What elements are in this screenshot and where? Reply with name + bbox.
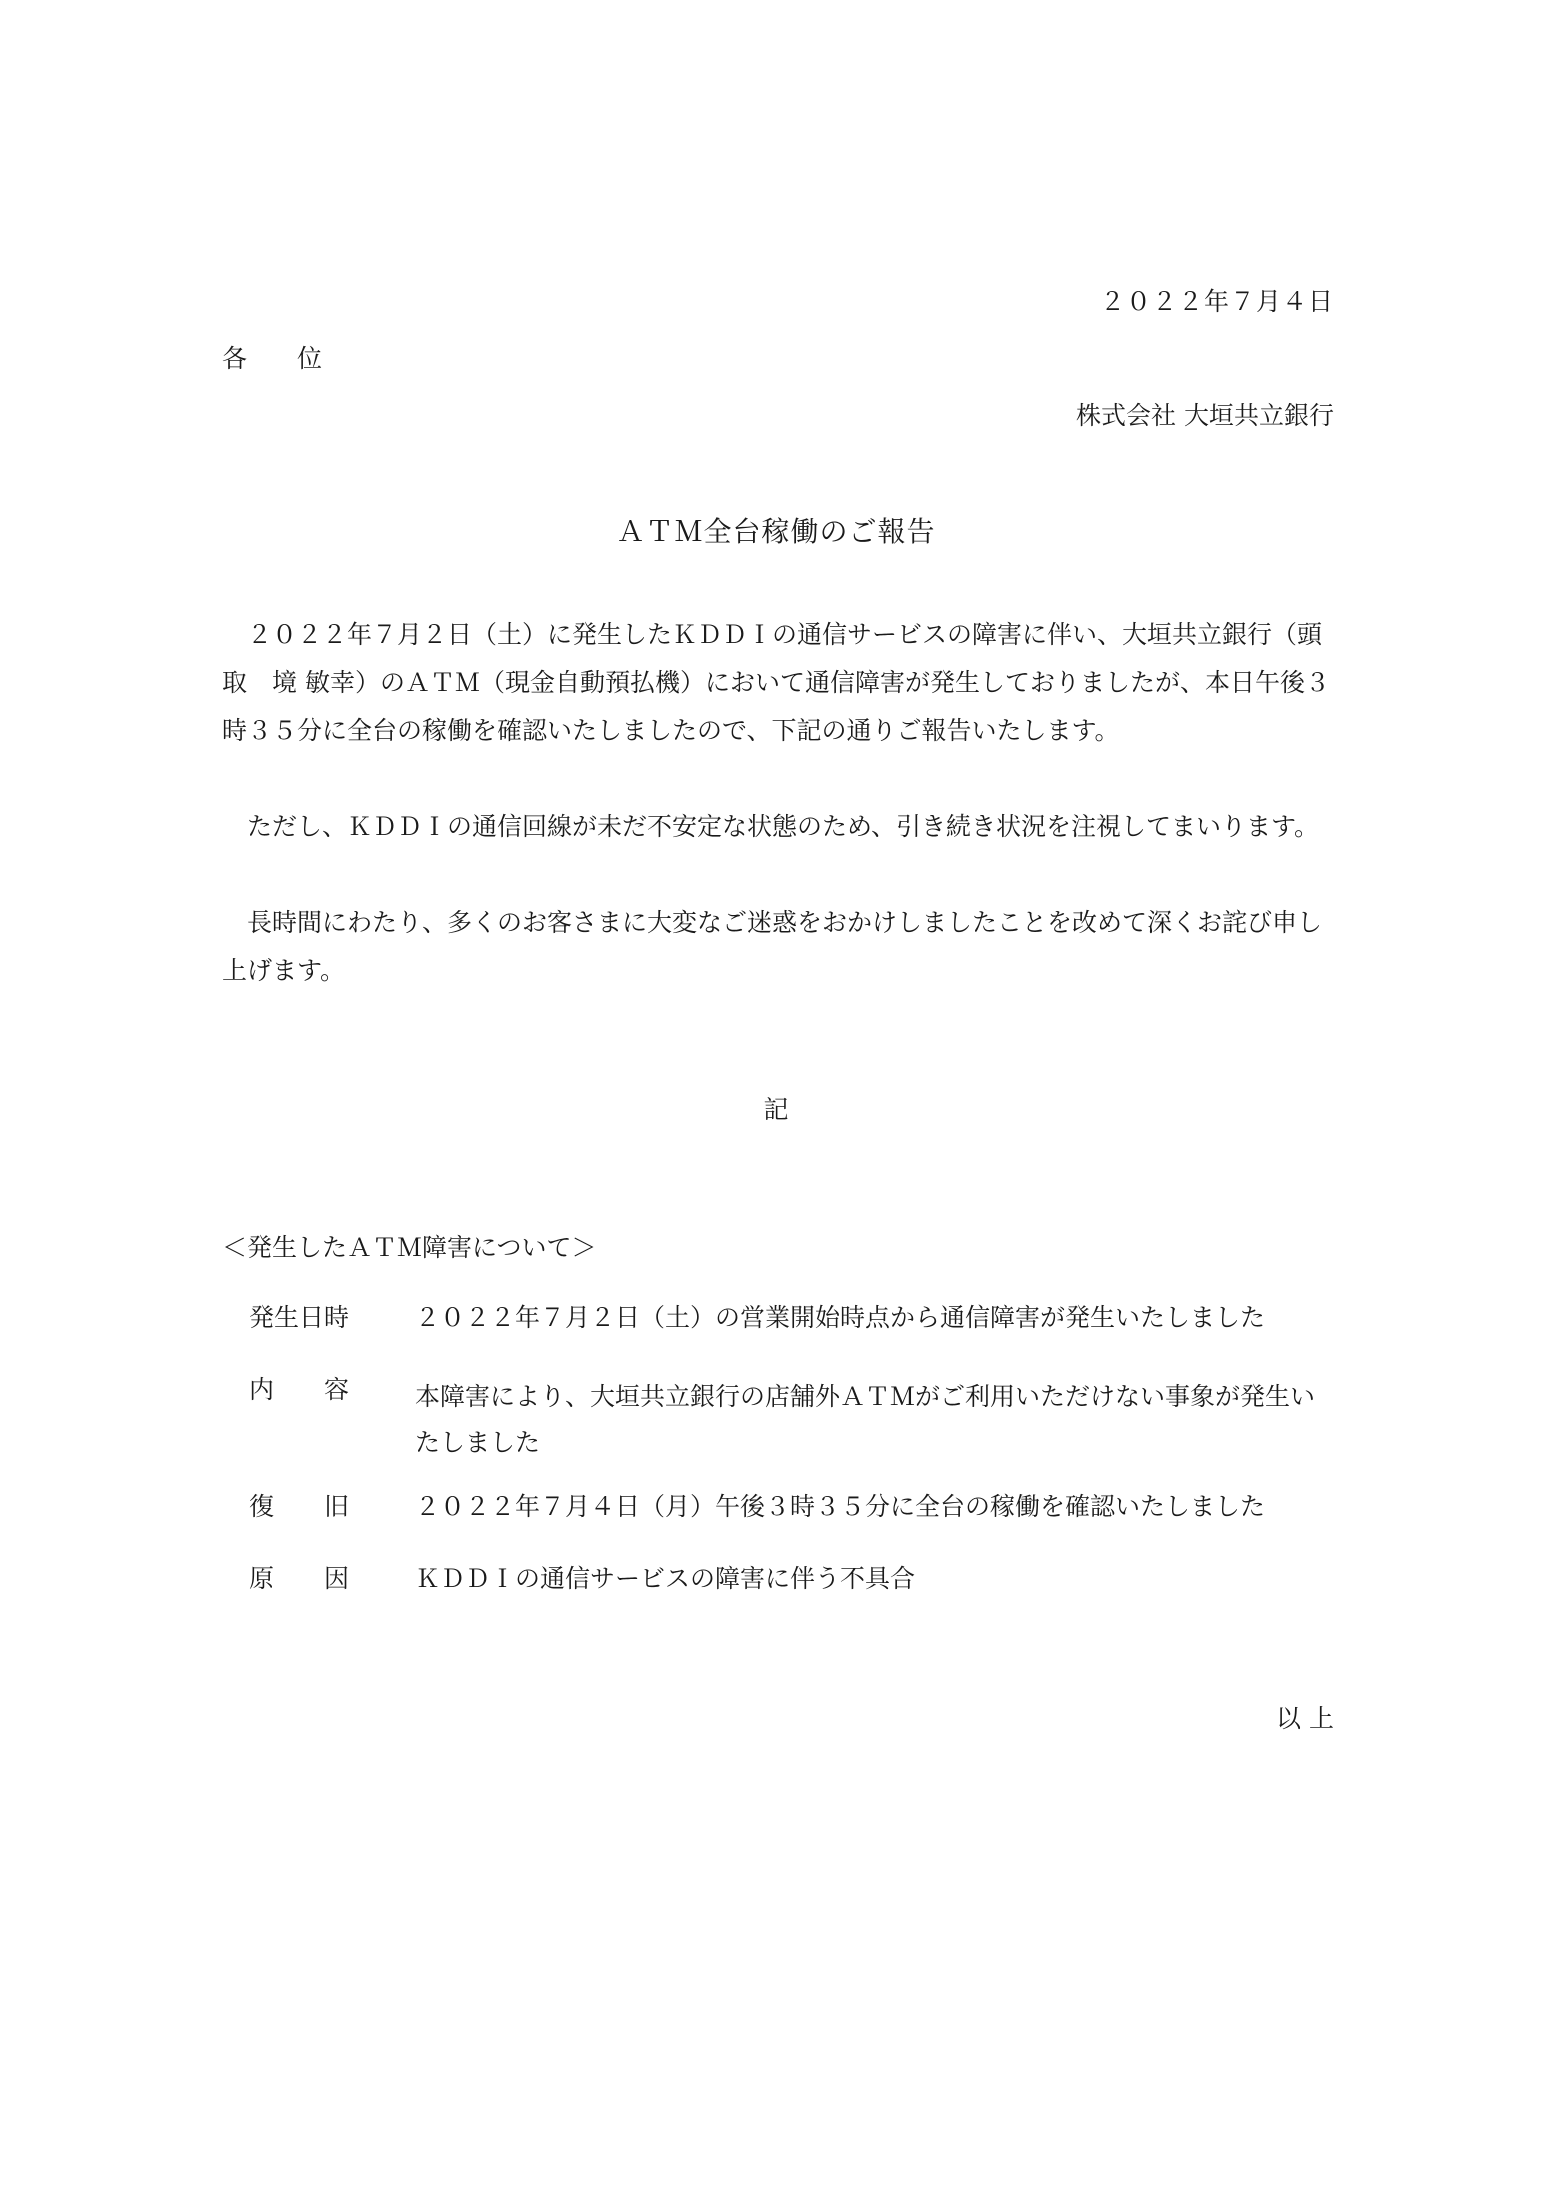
detail-label-recovery: 復 旧 [249, 1492, 350, 1521]
details-section-title: ＜発生したＡＴＭ障害について＞ [222, 1233, 597, 1262]
detail-label-occurrence: 発生日時 [249, 1303, 350, 1332]
detail-label-cause: 原 因 [249, 1564, 350, 1593]
detail-label-content: 内 容 [249, 1375, 350, 1404]
body-paragraph-2: ただし、ＫＤＤＩの通信回線が未だ不安定な状態のため、引き続き状況を注視してまいります。 [222, 812, 1320, 841]
addressee: 各 位 [222, 344, 323, 373]
detail-value-content: 本障害により、大垣共立銀行の店舗外ＡＴＭがご利用いただけない事象が発生いたしました [415, 1382, 1316, 1457]
detail-value-cause: ＫＤＤＩの通信サービスの障害に伴う不具合 [415, 1564, 916, 1593]
detail-value-occurrence: ２０２２年７月２日（土）の営業開始時点から通信障害が発生いたしました [415, 1303, 1266, 1332]
detail-value-recovery: ２０２２年７月４日（月）午後３時３５分に全台の稼働を確認いたしました [415, 1492, 1266, 1521]
body-paragraph-1: ２０２２年７月２日（土）に発生したＫＤＤＩの通信サービスの障害に伴い、大垣共立銀行（頭取 境 敏幸）のＡＴＭ（現金自動預払機）において通信障害が発生しておりましたが、本日午後３時３５分に全台の稼働を確認いたしましたので、下記の通りご報告いたします。 [222, 620, 1330, 745]
body-paragraph-3: 長時間にわたり、多くのお客さまに大変なご迷惑をおかけしましたことを改めて深くお詫び申し上げます。 [222, 908, 1323, 985]
document-title: ＡＴＭ全台稼働のご報告 [616, 515, 936, 548]
sender-name: 株式会社 大垣共立銀行 [1076, 401, 1334, 430]
document-date: ２０２２年７月４日 [1099, 287, 1334, 316]
ki-heading: 記 [763, 1095, 789, 1124]
closing-mark: 以 上 [1276, 1704, 1334, 1733]
